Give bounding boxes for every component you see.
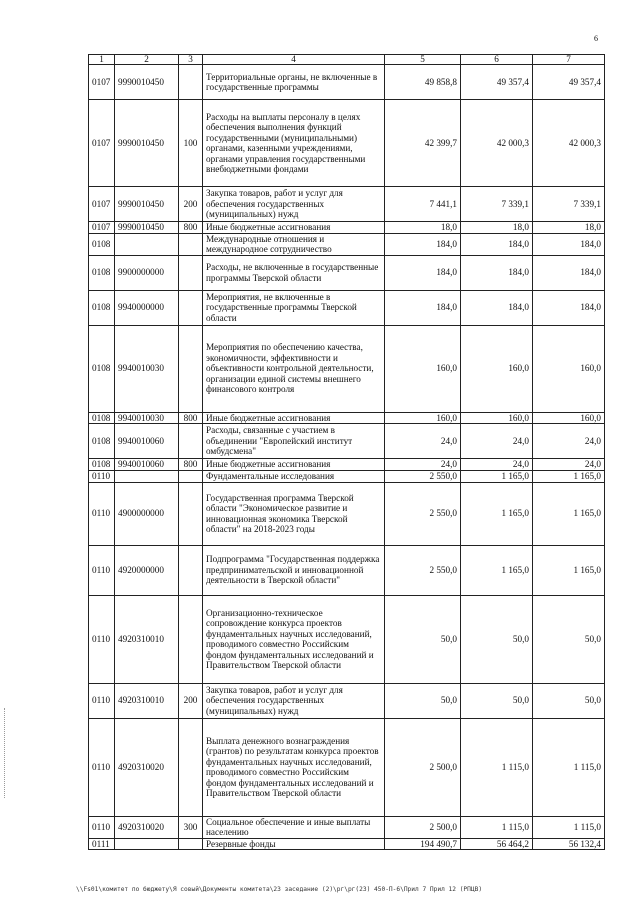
- cell-col-3: [179, 255, 203, 290]
- cell-col-2: 4920000000: [115, 545, 179, 595]
- cell-col-4: [203, 459, 385, 471]
- cell-col-2: 9940010030: [115, 325, 179, 412]
- table-row: [89, 683, 605, 718]
- cell-col-4: [203, 482, 385, 545]
- cell-col-1: 0107: [89, 187, 115, 222]
- cell-col-2: [115, 233, 179, 255]
- cell-col-6: 24,0: [461, 459, 533, 471]
- table-row: [89, 65, 605, 100]
- row-description: Мероприятия по обеспечению качества, экономичности, эффективности и объективности контрольной деятельности, организации единой системы внешнего финансового контроля: [206, 342, 374, 395]
- page-number: 6: [594, 34, 598, 43]
- cell-col-1: 0110: [89, 595, 115, 683]
- cell-col-2: 9940000000: [115, 290, 179, 325]
- row-description: Иные бюджетные ассигнования: [206, 459, 331, 469]
- cell-col-1: 0107: [89, 100, 115, 187]
- cell-col-1: 0108: [89, 255, 115, 290]
- cell-col-7: 50,0: [533, 595, 605, 683]
- cell-col-6: 160,0: [461, 412, 533, 424]
- cell-col-6: 18,0: [461, 222, 533, 234]
- cell-col-1: 0110: [89, 816, 115, 838]
- budget-table: [88, 54, 605, 850]
- cell-col-5: 2 550,0: [385, 482, 461, 545]
- cell-col-3: [179, 325, 203, 412]
- cell-col-4: [203, 718, 385, 816]
- cell-col-1: 0108: [89, 459, 115, 471]
- cell-col-7: 1 165,0: [533, 470, 605, 482]
- cell-col-7: 160,0: [533, 325, 605, 412]
- cell-col-7: 160,0: [533, 412, 605, 424]
- row-description: Территориальные органы, не включенные в государственные программы: [206, 71, 378, 92]
- cell-col-5: 2 550,0: [385, 470, 461, 482]
- cell-col-5: 184,0: [385, 233, 461, 255]
- cell-col-3: 800: [179, 222, 203, 234]
- row-description: Иные бюджетные ассигнования: [206, 222, 331, 232]
- cell-col-7: 42 000,3: [533, 100, 605, 187]
- cell-col-1: 0108: [89, 412, 115, 424]
- row-description: Подпрограмма "Государственная поддержка предпринимательской и инновационной деятельности в Тверской области": [206, 554, 380, 586]
- table-header-row: [89, 55, 605, 65]
- row-description: Резервные фонды: [206, 838, 276, 849]
- cell-col-7: 7 339,1: [533, 187, 605, 222]
- row-description: Закупка товаров, работ и услуг для обеспечения государственных (муниципальных) нужд: [206, 188, 343, 220]
- cell-col-2: [115, 838, 179, 850]
- cell-col-3: [179, 424, 203, 459]
- header-col-5: 5: [385, 55, 461, 65]
- cell-col-6: 50,0: [461, 595, 533, 683]
- table-row: [89, 187, 605, 222]
- cell-col-2: 9990010450: [115, 65, 179, 100]
- cell-col-7: 184,0: [533, 233, 605, 255]
- row-description: Мероприятия, не включенные в государственные программы Тверской области: [206, 291, 357, 323]
- cell-col-5: 194 490,7: [385, 838, 461, 850]
- row-description: Выплата денежного вознаграждения (грантов) по результатам конкурса проектов фундаментальных научных исследований, проводимого совместно Российским фондом фундаментальных исследований и Правительством Тверской области: [206, 735, 379, 798]
- table-row: [89, 233, 605, 255]
- table-row: [89, 816, 605, 838]
- cell-col-2: 4920310010: [115, 683, 179, 718]
- cell-col-1: 0110: [89, 718, 115, 816]
- cell-col-3: [179, 470, 203, 482]
- cell-col-6: 42 000,3: [461, 100, 533, 187]
- table-row: [89, 595, 605, 683]
- cell-col-2: 9990010450: [115, 222, 179, 234]
- cell-col-1: 0110: [89, 683, 115, 718]
- margin-mark: [4, 708, 6, 798]
- row-description: Иные бюджетные ассигнования: [206, 412, 331, 423]
- cell-col-2: 9940010030: [115, 412, 179, 424]
- cell-col-2: 4920310010: [115, 595, 179, 683]
- cell-col-5: 50,0: [385, 683, 461, 718]
- cell-col-2: 9990010450: [115, 187, 179, 222]
- table-row: [89, 222, 605, 234]
- cell-col-1: 0110: [89, 545, 115, 595]
- cell-col-7: 50,0: [533, 683, 605, 718]
- cell-col-1: 0108: [89, 233, 115, 255]
- header-col-6: 6: [461, 55, 533, 65]
- cell-col-3: 200: [179, 683, 203, 718]
- cell-col-3: [179, 233, 203, 255]
- cell-col-1: 0110: [89, 470, 115, 482]
- cell-col-4: [203, 412, 385, 424]
- cell-col-3: 200: [179, 187, 203, 222]
- cell-col-5: 160,0: [385, 325, 461, 412]
- cell-col-7: 1 115,0: [533, 718, 605, 816]
- cell-col-4: [203, 424, 385, 459]
- cell-col-7: 18,0: [533, 222, 605, 234]
- cell-col-4: [203, 187, 385, 222]
- cell-col-3: 100: [179, 100, 203, 187]
- cell-col-2: 4900000000: [115, 482, 179, 545]
- cell-col-3: [179, 718, 203, 816]
- cell-col-4: [203, 100, 385, 187]
- cell-col-2: [115, 470, 179, 482]
- cell-col-6: 1 165,0: [461, 482, 533, 545]
- cell-col-6: 184,0: [461, 290, 533, 325]
- cell-col-3: [179, 838, 203, 850]
- table-row: [89, 325, 605, 412]
- cell-col-4: [203, 233, 385, 255]
- cell-col-4: [203, 290, 385, 325]
- cell-col-5: 184,0: [385, 255, 461, 290]
- cell-col-6: 49 357,4: [461, 65, 533, 100]
- cell-col-5: 50,0: [385, 595, 461, 683]
- cell-col-1: 0108: [89, 290, 115, 325]
- cell-col-7: 184,0: [533, 290, 605, 325]
- cell-col-6: 50,0: [461, 683, 533, 718]
- table-row: [89, 838, 605, 850]
- table-row: [89, 470, 605, 482]
- footer-file-path: \\Fs01\комитет по бюджету\Я совый\Документы комитета\23 заседание (2)\рг\рг(23) 450-П-6\Прил 7 Прил 12 (РПЦВ): [76, 886, 483, 893]
- cell-col-4: [203, 255, 385, 290]
- cell-col-4: [203, 683, 385, 718]
- cell-col-6: 1 165,0: [461, 545, 533, 595]
- cell-col-7: 1 165,0: [533, 545, 605, 595]
- cell-col-7: 1 115,0: [533, 816, 605, 838]
- cell-col-1: 0110: [89, 482, 115, 545]
- cell-col-6: 7 339,1: [461, 187, 533, 222]
- cell-col-7: 49 357,4: [533, 65, 605, 100]
- cell-col-7: 24,0: [533, 424, 605, 459]
- cell-col-6: 1 115,0: [461, 718, 533, 816]
- cell-col-4: [203, 325, 385, 412]
- cell-col-2: 9940010060: [115, 424, 179, 459]
- cell-col-4: [203, 470, 385, 482]
- cell-col-5: 42 399,7: [385, 100, 461, 187]
- header-col-3: 3: [179, 55, 203, 65]
- cell-col-7: 184,0: [533, 255, 605, 290]
- cell-col-3: 800: [179, 412, 203, 424]
- table-row: [89, 424, 605, 459]
- cell-col-3: [179, 482, 203, 545]
- cell-col-5: 184,0: [385, 290, 461, 325]
- cell-col-7: 24,0: [533, 459, 605, 471]
- cell-col-5: 7 441,1: [385, 187, 461, 222]
- cell-col-2: 4920310020: [115, 816, 179, 838]
- cell-col-4: [203, 65, 385, 100]
- row-description: Расходы, не включенные в государственные программы Тверской области: [206, 262, 379, 283]
- table-row: [89, 290, 605, 325]
- table-row: [89, 459, 605, 471]
- cell-col-4: [203, 816, 385, 838]
- table-row: [89, 482, 605, 545]
- cell-col-1: 0108: [89, 424, 115, 459]
- cell-col-7: 56 132,4: [533, 838, 605, 850]
- row-description: Социальное обеспечение и иные выплаты населению: [206, 816, 371, 837]
- header-col-4: 4: [203, 55, 385, 65]
- cell-col-4: [203, 838, 385, 850]
- row-description: Расходы на выплаты персоналу в целях обеспечения выполнения функций государственными (муниципальными) органами, казенными учреждениями, органами управления государственными внебюджетными фондами: [206, 111, 366, 174]
- cell-col-2: 9990010450: [115, 100, 179, 187]
- table-row: [89, 255, 605, 290]
- cell-col-5: 24,0: [385, 459, 461, 471]
- cell-col-4: [203, 222, 385, 234]
- cell-col-5: 49 858,8: [385, 65, 461, 100]
- row-description: Закупка товаров, работ и услуг для обеспечения государственных (муниципальных) нужд: [206, 684, 343, 716]
- cell-col-7: 1 165,0: [533, 482, 605, 545]
- table-row: [89, 545, 605, 595]
- cell-col-3: 300: [179, 816, 203, 838]
- cell-col-2: 9900000000: [115, 255, 179, 290]
- row-description: Организационно-техническое сопровождение конкурса проектов фундаментальных научных исследований, проводимого совместно Российским фондом фундаментальных исследований и Правительством Тверской области: [206, 607, 374, 670]
- cell-col-3: [179, 65, 203, 100]
- cell-col-1: 0107: [89, 65, 115, 100]
- cell-col-1: 0108: [89, 325, 115, 412]
- cell-col-4: [203, 545, 385, 595]
- header-col-2: 2: [115, 55, 179, 65]
- cell-col-2: 9940010060: [115, 459, 179, 471]
- cell-col-3: [179, 595, 203, 683]
- cell-col-2: 4920310020: [115, 718, 179, 816]
- header-col-7: 7: [533, 55, 605, 65]
- cell-col-5: 2 500,0: [385, 816, 461, 838]
- table-row: [89, 100, 605, 187]
- cell-col-6: 1 115,0: [461, 816, 533, 838]
- cell-col-5: 2 500,0: [385, 718, 461, 816]
- cell-col-5: 160,0: [385, 412, 461, 424]
- row-description: Государственная программа Тверской области "Экономическое развитие и инновационная экономика Тверской области" на 2018-2023 годы: [206, 492, 354, 534]
- cell-col-3: [179, 545, 203, 595]
- header-col-1: 1: [89, 55, 115, 65]
- cell-col-1: 0107: [89, 222, 115, 234]
- table-row: [89, 412, 605, 424]
- cell-col-6: 184,0: [461, 233, 533, 255]
- cell-col-5: 18,0: [385, 222, 461, 234]
- cell-col-6: 56 464,2: [461, 838, 533, 850]
- row-description: Международные отношения и международное сотрудничество: [206, 233, 332, 254]
- row-description: Расходы, связанные с участием в объединении "Европейский институт омбудсмена": [206, 425, 353, 457]
- row-description: Фундаментальные исследования: [206, 470, 335, 481]
- cell-col-6: 1 165,0: [461, 470, 533, 482]
- cell-col-3: 800: [179, 459, 203, 471]
- cell-col-5: 2 550,0: [385, 545, 461, 595]
- cell-col-4: [203, 595, 385, 683]
- cell-col-6: 24,0: [461, 424, 533, 459]
- table-row: [89, 718, 605, 816]
- cell-col-6: 184,0: [461, 255, 533, 290]
- cell-col-3: [179, 290, 203, 325]
- cell-col-6: 160,0: [461, 325, 533, 412]
- cell-col-5: 24,0: [385, 424, 461, 459]
- cell-col-1: 0111: [89, 838, 115, 850]
